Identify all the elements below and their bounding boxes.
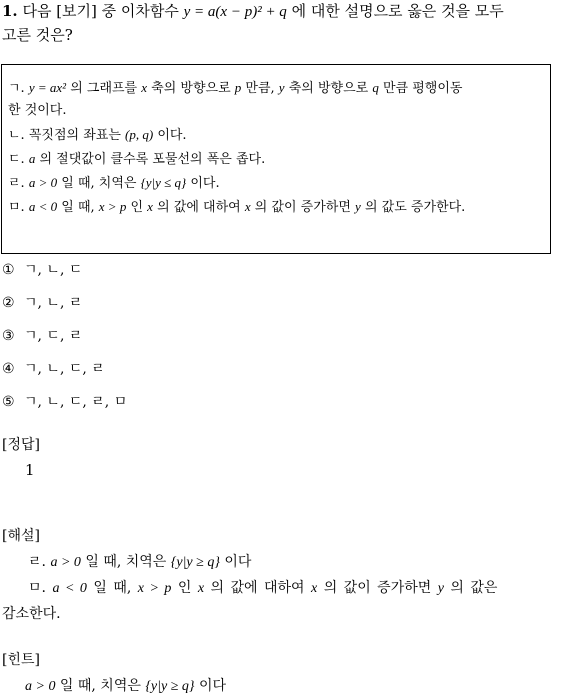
explanation-m-math-2: x > p bbox=[137, 581, 172, 596]
statement-r-math-2: {y|y ≤ q} bbox=[140, 175, 187, 190]
statement-n-text-2: 이다. bbox=[153, 128, 187, 143]
explanation-line-2 bbox=[28, 581, 497, 596]
statement-g-math-2: x bbox=[141, 80, 148, 95]
statement-g-line-1 bbox=[8, 81, 462, 95]
explanation-r-math-1: a > 0 bbox=[50, 555, 81, 570]
hint-math-1: a > 0 bbox=[25, 679, 56, 694]
choice-3[interactable] bbox=[2, 329, 82, 343]
hint-line bbox=[25, 679, 226, 694]
explanation-m-marker: ㅁ. bbox=[28, 580, 46, 596]
statement-g-math-3: p bbox=[234, 80, 242, 95]
choice-3-text: ㄱ, ㄷ, ㄹ bbox=[24, 328, 83, 344]
statement-n-text-1: 꼭짓점의 좌표는 bbox=[24, 128, 126, 143]
answer-value: 1 bbox=[25, 461, 35, 479]
choice-1-text: ㄱ, ㄴ, ㄷ bbox=[24, 262, 83, 278]
choice-1[interactable] bbox=[2, 263, 82, 277]
choice-1-mark: ① bbox=[2, 262, 15, 278]
explanation-m-text-2: 인 bbox=[171, 580, 198, 596]
explanation-line-3: 감소한다. bbox=[2, 606, 61, 622]
statement-m-math-2: x > p bbox=[98, 199, 127, 214]
statement-g-text-1: 의 그래프를 bbox=[66, 81, 142, 96]
explanation-r-math-2: {y|y ≥ q} bbox=[170, 555, 220, 570]
statement-m-math-1: a < 0 bbox=[28, 199, 58, 214]
explanation-m-text-4: 의 값이 증가하면 bbox=[317, 580, 438, 596]
explanation-line-1 bbox=[28, 555, 251, 570]
hint-label: [힌트] bbox=[2, 652, 40, 668]
statement-n bbox=[8, 128, 187, 142]
statement-d-math: a bbox=[28, 151, 36, 166]
choice-2[interactable] bbox=[2, 296, 82, 310]
hint-text-2: 이다 bbox=[194, 678, 226, 694]
statement-r bbox=[8, 176, 220, 190]
statement-g-math-4: y bbox=[278, 80, 285, 95]
statement-m-text-2: 인 bbox=[126, 200, 148, 215]
question-line-2: 고른 것은? bbox=[2, 26, 73, 44]
statement-g-text-5: 만큼 평행이동 bbox=[378, 81, 463, 96]
statement-g-math-5: q bbox=[372, 80, 379, 95]
statement-d-text: 의 절댓값이 클수록 포물선의 폭은 좁다. bbox=[35, 152, 266, 167]
answer-label: [정답] bbox=[2, 437, 40, 453]
explanation-m-math-3: x bbox=[197, 581, 205, 596]
choice-4-text: ㄱ, ㄴ, ㄷ, ㄹ bbox=[24, 361, 105, 377]
statement-g-text-4: 축의 방향으로 bbox=[284, 81, 373, 96]
statement-r-marker: ㄹ. bbox=[8, 176, 25, 191]
statement-d bbox=[8, 152, 265, 166]
hint-text-1: 일 때, 치역은 bbox=[55, 678, 146, 694]
statement-d-marker: ㄷ. bbox=[8, 152, 25, 167]
explanation-m-text-5: 의 값은 bbox=[443, 580, 498, 596]
statement-r-text-2: 이다. bbox=[186, 176, 220, 191]
statement-n-marker: ㄴ. bbox=[8, 128, 25, 143]
statement-m-marker: ㅁ. bbox=[8, 200, 25, 215]
statement-g-marker: ㄱ. bbox=[8, 81, 25, 96]
explanation-m-math-4: x bbox=[311, 581, 318, 596]
hint-math-2: {y|y ≥ q} bbox=[145, 679, 195, 694]
statement-m bbox=[8, 200, 465, 214]
statement-g-text-2: 축의 방향으로 bbox=[147, 81, 235, 96]
choice-4-mark: ④ bbox=[2, 361, 15, 377]
choice-2-mark: ② bbox=[2, 295, 15, 311]
explanation-r-text-2: 이다 bbox=[219, 554, 252, 570]
statement-n-math: (p, q) bbox=[125, 127, 154, 142]
statement-r-math-1: a > 0 bbox=[28, 175, 58, 190]
choice-5[interactable] bbox=[2, 395, 127, 409]
question-line-1 bbox=[2, 4, 504, 20]
statement-g-text-3: 만큼, bbox=[241, 81, 279, 96]
statement-g-line-2: 한 것이다. bbox=[8, 103, 67, 118]
explanation-r-text-1: 일 때, 치역은 bbox=[80, 554, 171, 570]
statement-m-text-4: 의 값이 증가하면 bbox=[250, 200, 356, 215]
explanation-m-text-3: 의 값에 대하여 bbox=[204, 580, 312, 596]
question-equation: y = a(x − p)² + q bbox=[183, 4, 287, 20]
explanation-m-math-1: a < 0 bbox=[52, 581, 87, 596]
question-number: 1. bbox=[2, 2, 18, 20]
choice-5-mark: ⑤ bbox=[2, 394, 15, 410]
statement-r-text-1: 일 때, 치역은 bbox=[57, 176, 141, 191]
statement-m-text-3: 의 값에 대하여 bbox=[152, 200, 245, 215]
explanation-m-math-5: y bbox=[437, 581, 444, 596]
statement-m-math-5: y bbox=[355, 199, 361, 214]
statement-m-text-5: 의 값도 증가한다. bbox=[360, 200, 466, 215]
question-text-post: 에 대한 설명으로 옳은 것을 모두 bbox=[286, 2, 504, 20]
explanation-label: [해설] bbox=[2, 528, 40, 544]
statement-m-math-4: x bbox=[244, 199, 251, 214]
statement-g-math-1: y = ax² bbox=[28, 80, 67, 95]
choice-2-text: ㄱ, ㄴ, ㄹ bbox=[24, 295, 83, 311]
choice-5-text: ㄱ, ㄴ, ㄷ, ㄹ, ㅁ bbox=[24, 394, 128, 410]
statement-m-math-3: x bbox=[147, 199, 153, 214]
explanation-r-marker: ㄹ. bbox=[28, 554, 46, 570]
explanation-m-text-1: 일 때, bbox=[86, 580, 138, 596]
statement-m-text-1: 일 때, bbox=[57, 200, 99, 215]
choice-4[interactable] bbox=[2, 362, 105, 376]
question-text-pre: 다음 [보기] 중 이차함수 bbox=[22, 2, 184, 20]
choice-3-mark: ③ bbox=[2, 328, 15, 344]
